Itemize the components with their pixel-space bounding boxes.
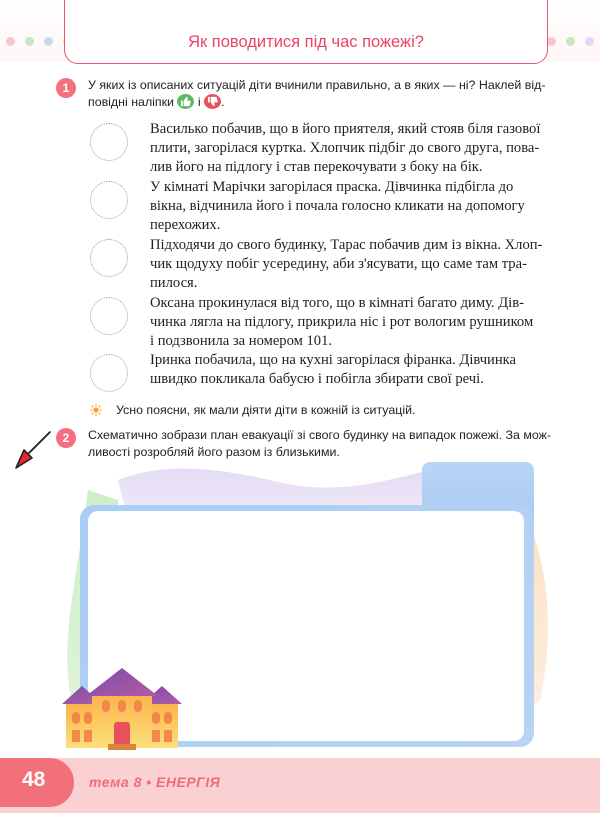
situation-line: вікна, відчинила його і почала голосно кликати на допомогу xyxy=(150,198,525,215)
situation-text xyxy=(150,178,556,236)
situation-item xyxy=(90,181,560,235)
situation-line: швидко покликала бабусю і побігла збирати свої речі. xyxy=(150,371,484,388)
situation-line: пилося. xyxy=(150,275,198,292)
task2-instruction xyxy=(88,427,554,461)
situation-line: чинка лягла на підлогу, прикрила ніс і рот вологим рушником xyxy=(150,314,534,331)
task-number-badge-1: 1 xyxy=(56,78,76,98)
task1-instruction-line1: У яких із описаних ситуацій діти вчинили правильно, а в яких — ні? Наклей від- xyxy=(88,78,546,92)
situation-text xyxy=(150,294,556,352)
sticker-placeholder-circle[interactable] xyxy=(90,297,128,335)
situation-line: плити, загорілася куртка. Хлопчик підбіг до свого друга, пова- xyxy=(150,140,540,157)
decor-dot xyxy=(6,37,15,46)
task1-instruction-line2: повідні наліпки xyxy=(88,95,174,109)
task1-instruction xyxy=(88,77,554,111)
situation-line: Василько побачив, що в його приятеля, який стояв біля газової xyxy=(150,121,541,137)
situation-item xyxy=(90,297,560,351)
situation-line: У кімнаті Марічки загорілася праска. Дівчинка підбігла до xyxy=(150,179,514,195)
decor-dot xyxy=(547,37,556,46)
page-number: 48 xyxy=(22,768,46,791)
oral-task-text: Усно поясни, як мали діяти діти в кожній із ситуацій. xyxy=(116,403,416,417)
page-title: Як поводитися під час пожежі? xyxy=(188,33,424,51)
footer-topic: тема 8 • ЕНЕРГІЯ xyxy=(89,774,221,790)
title-box xyxy=(64,0,548,64)
situation-item xyxy=(90,239,560,293)
sticker-placeholder-circle[interactable] xyxy=(90,239,128,277)
task-number-badge-2: 2 xyxy=(56,428,76,448)
sticker-placeholder-circle[interactable] xyxy=(90,354,128,392)
situation-item xyxy=(90,123,560,177)
situation-line: чик щодуху побіг усередину, аби з'ясувати, що саме там тра- xyxy=(150,256,527,273)
task2-instruction-line1: Схематично зобрази план евакуації зі свого будинку на випадок пожежі. За мож- xyxy=(88,428,552,442)
sticker-placeholder-circle[interactable] xyxy=(90,181,128,219)
situation-text xyxy=(150,120,556,178)
situation-line: лив його на підлогу і став перекочувати з боку на бік. xyxy=(150,159,483,176)
task1-instruction-end: . xyxy=(221,95,225,109)
situation-text xyxy=(150,351,556,389)
situation-line: і подзвонила за номером 101. xyxy=(150,333,333,350)
situation-line: Підходячи до свого будинку, Тарас побачив дим із вікна. Хлоп- xyxy=(150,237,543,253)
decor-dot xyxy=(585,37,594,46)
task2-instruction-line2: ливості розробляй його разом із близькими. xyxy=(88,445,340,459)
decor-dot xyxy=(44,37,53,46)
situation-text xyxy=(150,236,556,294)
sticker-placeholder-circle[interactable] xyxy=(90,123,128,161)
decor-dot xyxy=(25,37,34,46)
thumbs-up-icon xyxy=(177,94,194,109)
situation-line: Іринка побачила, що на кухні загорілася фіранка. Дівчинка xyxy=(150,352,517,368)
thumbs-down-icon xyxy=(204,94,221,109)
situation-line: перехожих. xyxy=(150,217,221,234)
situation-line: Оксана прокинулася від того, що в кімнаті багато диму. Дів- xyxy=(150,295,524,311)
situation-item xyxy=(90,354,560,408)
house-icon xyxy=(62,664,182,750)
red-arrow-icon xyxy=(10,428,54,472)
decor-dot xyxy=(566,37,575,46)
task1-instruction-sep: і xyxy=(197,95,201,109)
sun-icon xyxy=(90,404,102,416)
